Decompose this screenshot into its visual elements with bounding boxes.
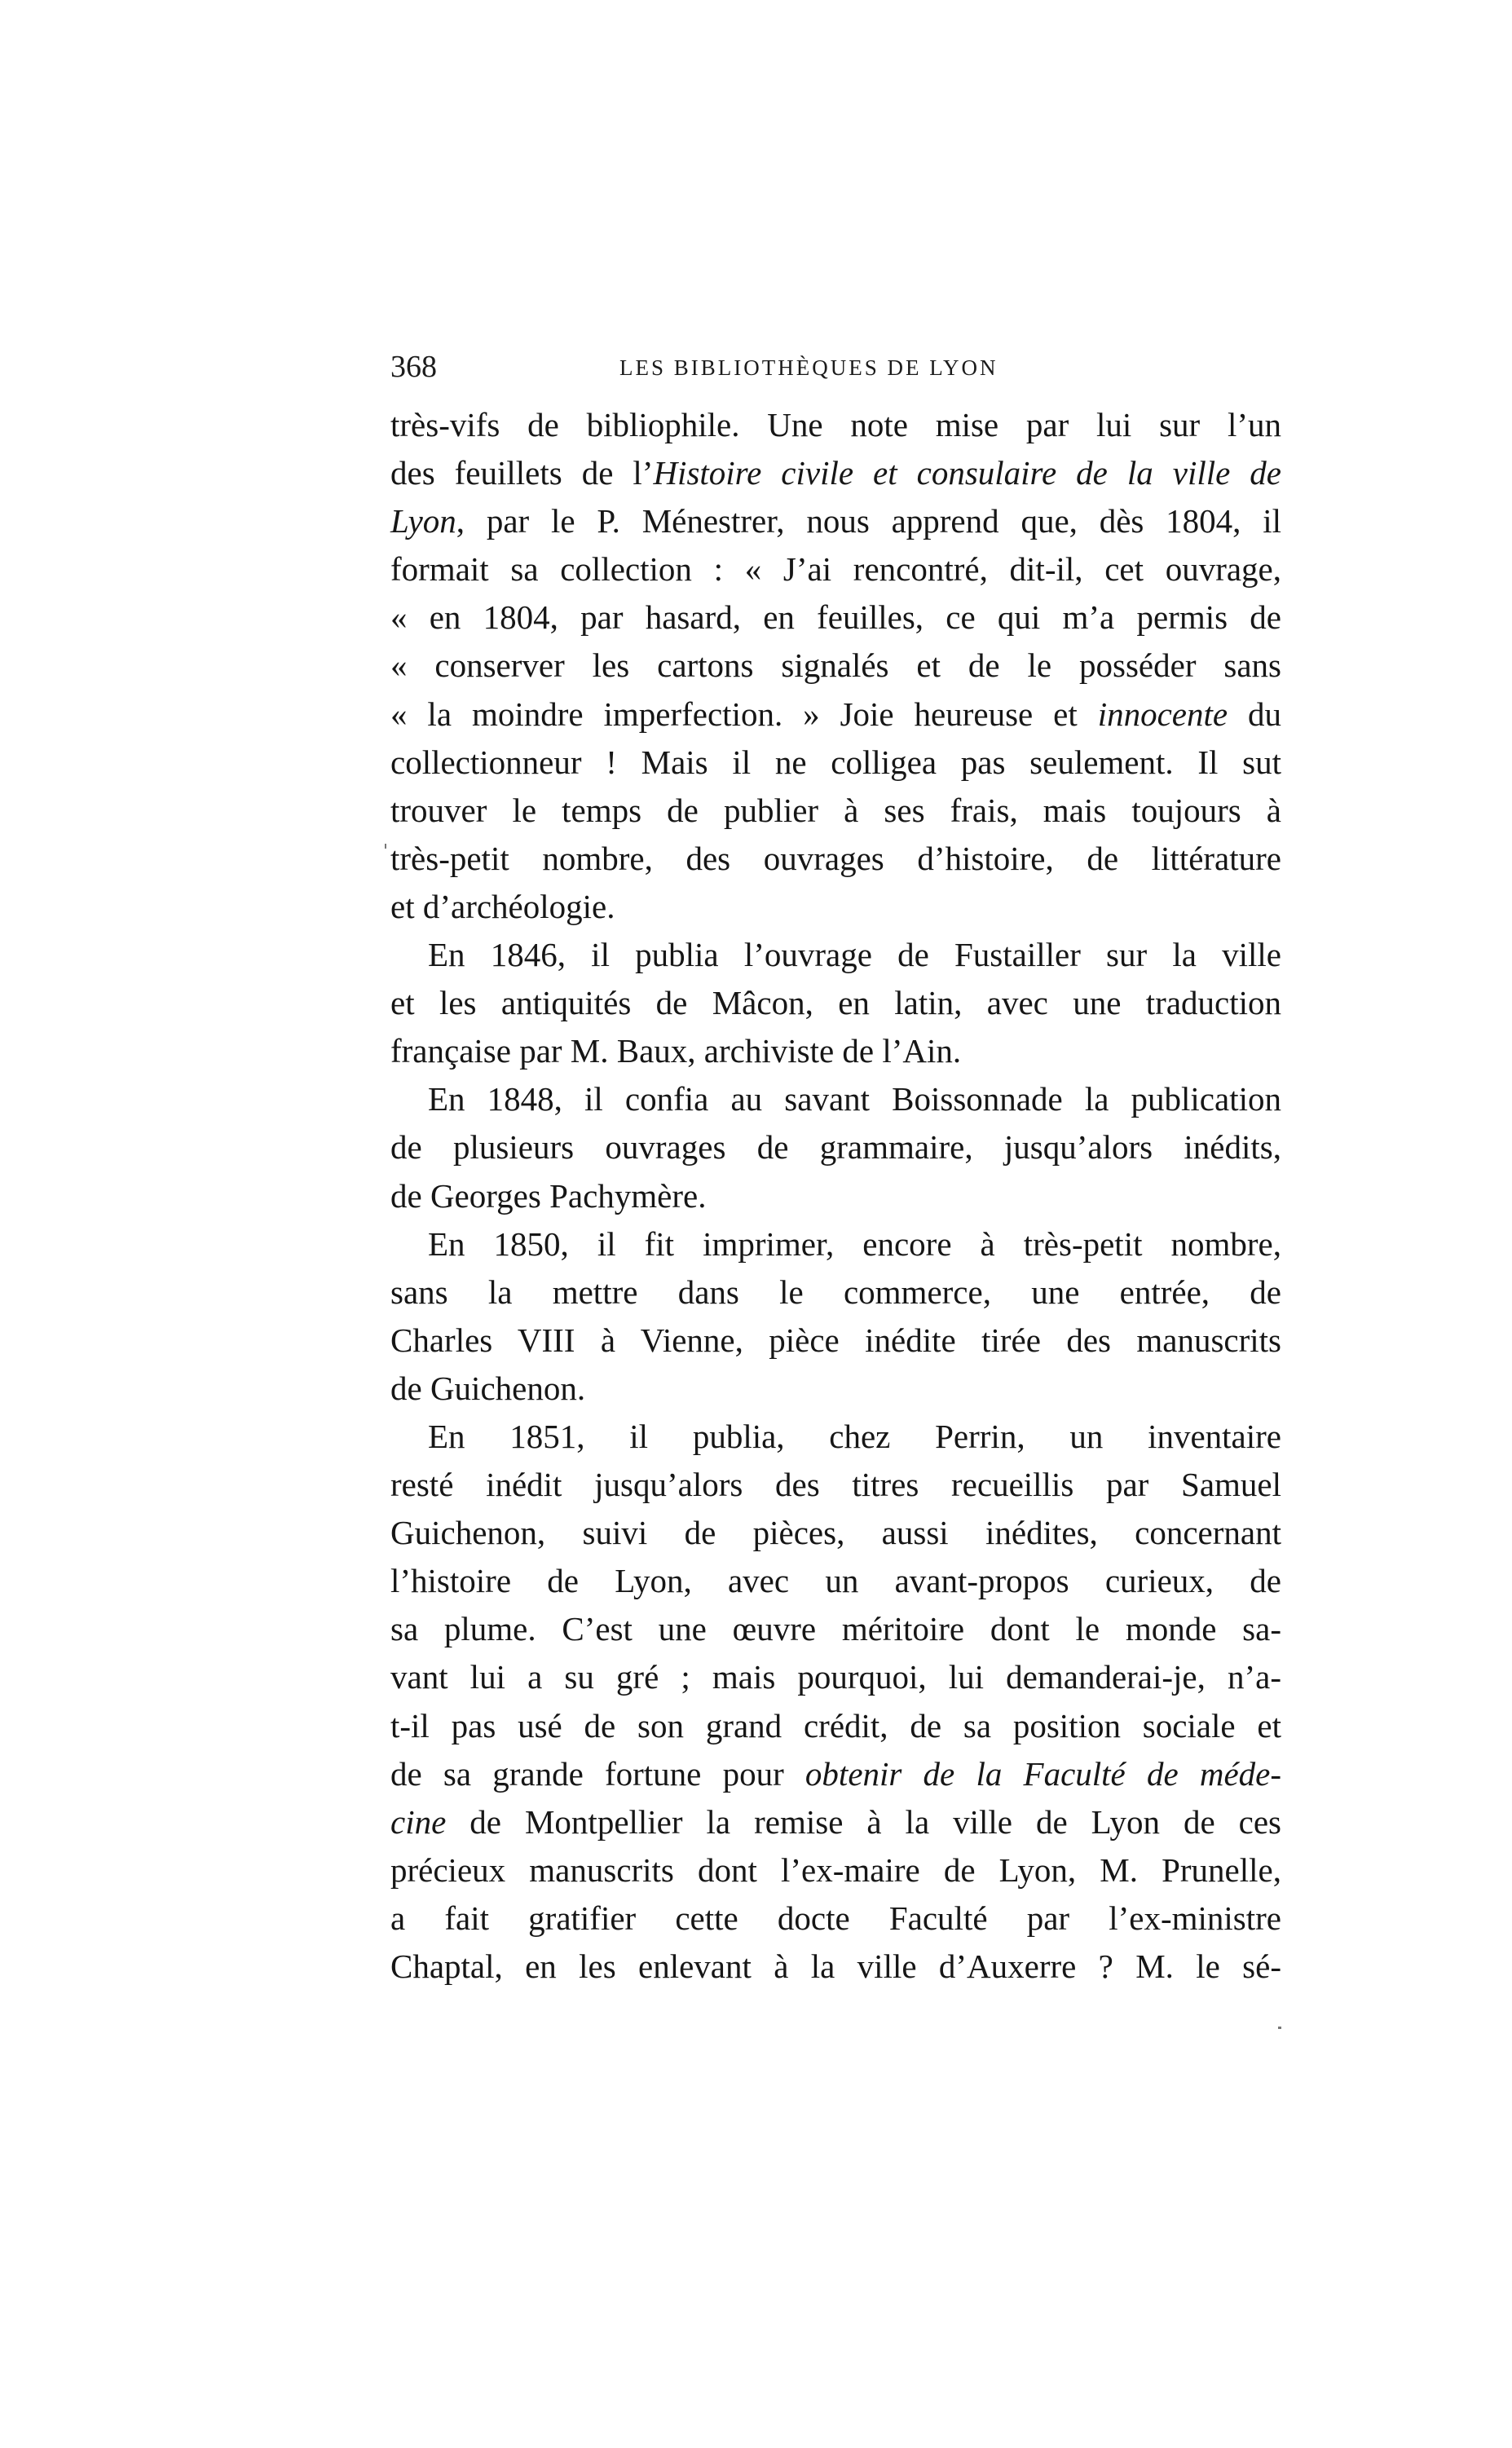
text-segment: , par le P. Ménestrer, nous apprend que, dès 1804, il (456, 502, 1281, 540)
text-line (390, 1894, 1281, 1943)
text-segment: très-petit nombre, des ouvrages d’histoire, de littérature (390, 839, 1281, 877)
text-segment: de Georges Pachymère. (390, 1176, 707, 1215)
text-segment: du (1228, 695, 1282, 733)
text-segment: des feuillets de l’ (390, 454, 654, 492)
body-text (390, 401, 1281, 1991)
text-segment: Chaptal, en les enlevant à la ville d’Auxerre ? M. le sé- (390, 1947, 1281, 1985)
text-segment: En 1848, il confia au savant Boissonnade la publication (428, 1080, 1281, 1118)
text-segment: « en 1804, par hasard, en feuilles, ce qui m’a permis de (390, 598, 1281, 637)
text-segment: t-il pas usé de son grand crédit, de sa position sociale et (390, 1706, 1281, 1744)
text-segment: resté inédit jusqu’alors des titres recueillis par Samuel (390, 1466, 1281, 1504)
text-segment: précieux manuscrits dont l’ex-maire de Lyon, M. Prunelle, (390, 1850, 1281, 1889)
text-segment: très-vifs de bibliophile. Une note mise par lui sur l’un (390, 406, 1281, 443)
text-segment: de Guichenon. (390, 1369, 586, 1407)
text-segment: trouver le temps de publier à ses frais, mais toujours à (390, 791, 1281, 829)
text-line (390, 642, 1281, 690)
text-segment: a fait gratifier cette docte Faculté par l’ex-ministre (390, 1899, 1281, 1937)
italic-text: cine (390, 1802, 447, 1841)
text-line (390, 545, 1281, 593)
text-line (390, 1220, 1281, 1268)
text-line (390, 449, 1281, 497)
text-line (390, 1317, 1281, 1365)
text-segment: française par M. Baux, archiviste de l’Ain. (390, 1032, 962, 1070)
text-line (390, 1075, 1281, 1123)
text-segment: En 1851, il publia, chez Perrin, un inventaire (428, 1417, 1281, 1455)
text-line (390, 1509, 1281, 1557)
text-line (390, 1557, 1281, 1605)
text-segment: formait sa collection : « J’ai rencontré, dit-il, cet ouvrage, (390, 550, 1281, 589)
italic-text: innocente (1097, 695, 1228, 733)
text-line (390, 835, 1281, 883)
text-line (390, 1172, 1281, 1220)
text-line (390, 1750, 1281, 1798)
scan-speck (385, 844, 386, 849)
text-segment: et les antiquités de Mâcon, en latin, avec une traduction (390, 984, 1281, 1022)
text-line (390, 787, 1281, 835)
text-line (390, 690, 1281, 739)
text-line (390, 1461, 1281, 1509)
text-segment: et d’archéologie. (390, 887, 615, 925)
text-segment: de sa grande fortune pour (390, 1754, 805, 1793)
text-line (390, 401, 1281, 449)
text-segment: l’histoire de Lyon, avec un avant-propos curieux, de (390, 1562, 1281, 1600)
italic-text: Lyon (390, 502, 456, 540)
text-segment: « la moindre imperfection. » Joie heureuse et (390, 695, 1098, 733)
text-line (390, 979, 1281, 1027)
text-segment: En 1846, il publia l’ouvrage de Fustailler sur la ville (428, 936, 1281, 974)
text-line (390, 883, 1281, 931)
text-segment: sans la mettre dans le commerce, une entrée, de (390, 1273, 1281, 1311)
text-line (390, 1123, 1281, 1171)
text-segment: de plusieurs ouvrages de grammaire, jusqu’alors inédits, (390, 1128, 1281, 1167)
text-line (390, 1846, 1281, 1894)
page-number: 368 (390, 350, 437, 384)
text-line (390, 1027, 1281, 1075)
italic-text: obtenir de la Faculté de méde- (804, 1754, 1281, 1793)
text-segment: collectionneur ! Mais il ne colligea pas seulement. Il sut (390, 743, 1281, 781)
text-line (390, 1702, 1281, 1750)
text-line (390, 497, 1281, 545)
text-line (390, 1365, 1281, 1413)
text-segment: Guichenon, suivi de pièces, aussi inédites, concernant (390, 1514, 1281, 1552)
text-segment: En 1850, il fit imprimer, encore à très-petit nombre, (428, 1224, 1281, 1263)
text-segment: Charles VIII à Vienne, pièce inédite tirée des manuscrits (390, 1321, 1281, 1359)
text-segment: de Montpellier la remise à la ville de Lyon de ces (446, 1802, 1281, 1841)
text-segment: vant lui a su gré ; mais pourquoi, lui demanderai-je, n’a- (390, 1658, 1281, 1696)
text-line (390, 1798, 1281, 1846)
text-line (390, 739, 1281, 787)
text-line (390, 1413, 1281, 1461)
text-line (390, 593, 1281, 642)
running-title: LES BIBLIOTHÈQUES DE LYON (619, 355, 998, 380)
text-line (390, 931, 1281, 979)
text-line (390, 1268, 1281, 1317)
text-segment: sa plume. C’est une œuvre méritoire dont le monde sa- (390, 1610, 1281, 1648)
scan-speck (1278, 2027, 1281, 2029)
text-segment: « conserver les cartons signalés et de le posséder sans (390, 646, 1281, 685)
italic-text: Histoire civile et consulaire de la ville de (653, 454, 1281, 492)
text-line (390, 1653, 1281, 1701)
text-line (390, 1943, 1281, 1991)
text-line (390, 1605, 1281, 1653)
